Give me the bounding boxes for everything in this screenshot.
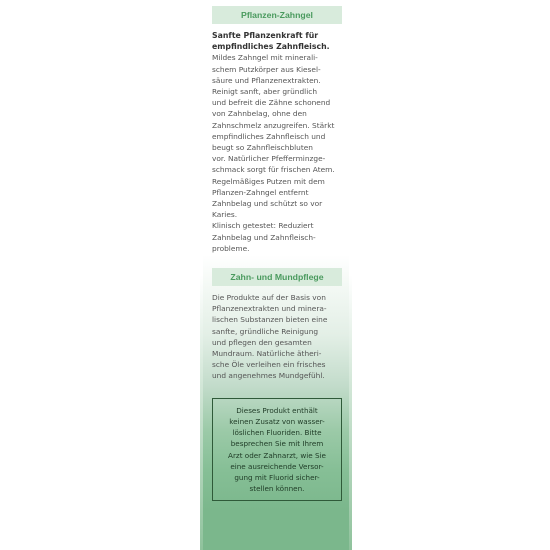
package-side-panel [200, 0, 352, 550]
panel-content [212, 6, 342, 501]
section-zahn-mundpflege [212, 268, 342, 382]
line-description: Die Produkte auf der Basis von Pflanzenextrakten und minera- lischen Substanzen bieten eine sanfte, gründliche Reinigung und pflegen den gesamten Mundraum. Natürliche ätheri- sche Öle verleihen ein frisches und angenehmes Mundgefühl. [212, 293, 328, 381]
fluoride-notice-box: Dieses Produkt enthält keinen Zusatz von wasser- löslichen Fluoriden. Bitte besprechen Sie mit Ihrem Arzt oder Zahnarzt, wie Sie eine ausreichende Versor- gung mit Fluorid sicher- stellen können. [212, 398, 342, 502]
panel-edge-right [349, 0, 352, 550]
product-tagline: Sanfte Pflanzenkraft für empfindliches Zahnfleisch. [212, 31, 330, 52]
section-header-zahn-mundpflege: Zahn- und Mundpflege [212, 268, 342, 286]
panel-edge-left [200, 0, 203, 550]
product-description: Mildes Zahngel mit minerali- schem Putzkörper aus Kiesel- säure und Pflanzenextrakten. Reinigt sanft, aber gründlich und befreit die Zähne schonend von Zahnbelag, ohne den Zahnschmelz anzugreifen. Stärkt empfindliches Zahnfleisch und beugt so Zahnfleischbluten vor. Natürlicher Pfefferminzge- schmack sorgt für frischen Atem. Regelmäßiges Putzen mit dem Pflanzen-Zahngel entfernt Zahnbelag und schützt so vor Karies. Klinisch getestet: Reduziert Zahnbelag und Zahnfleisch- probleme. [212, 53, 335, 253]
section-header-pflanzen-zahngel: Pflanzen-Zahngel [212, 6, 342, 24]
